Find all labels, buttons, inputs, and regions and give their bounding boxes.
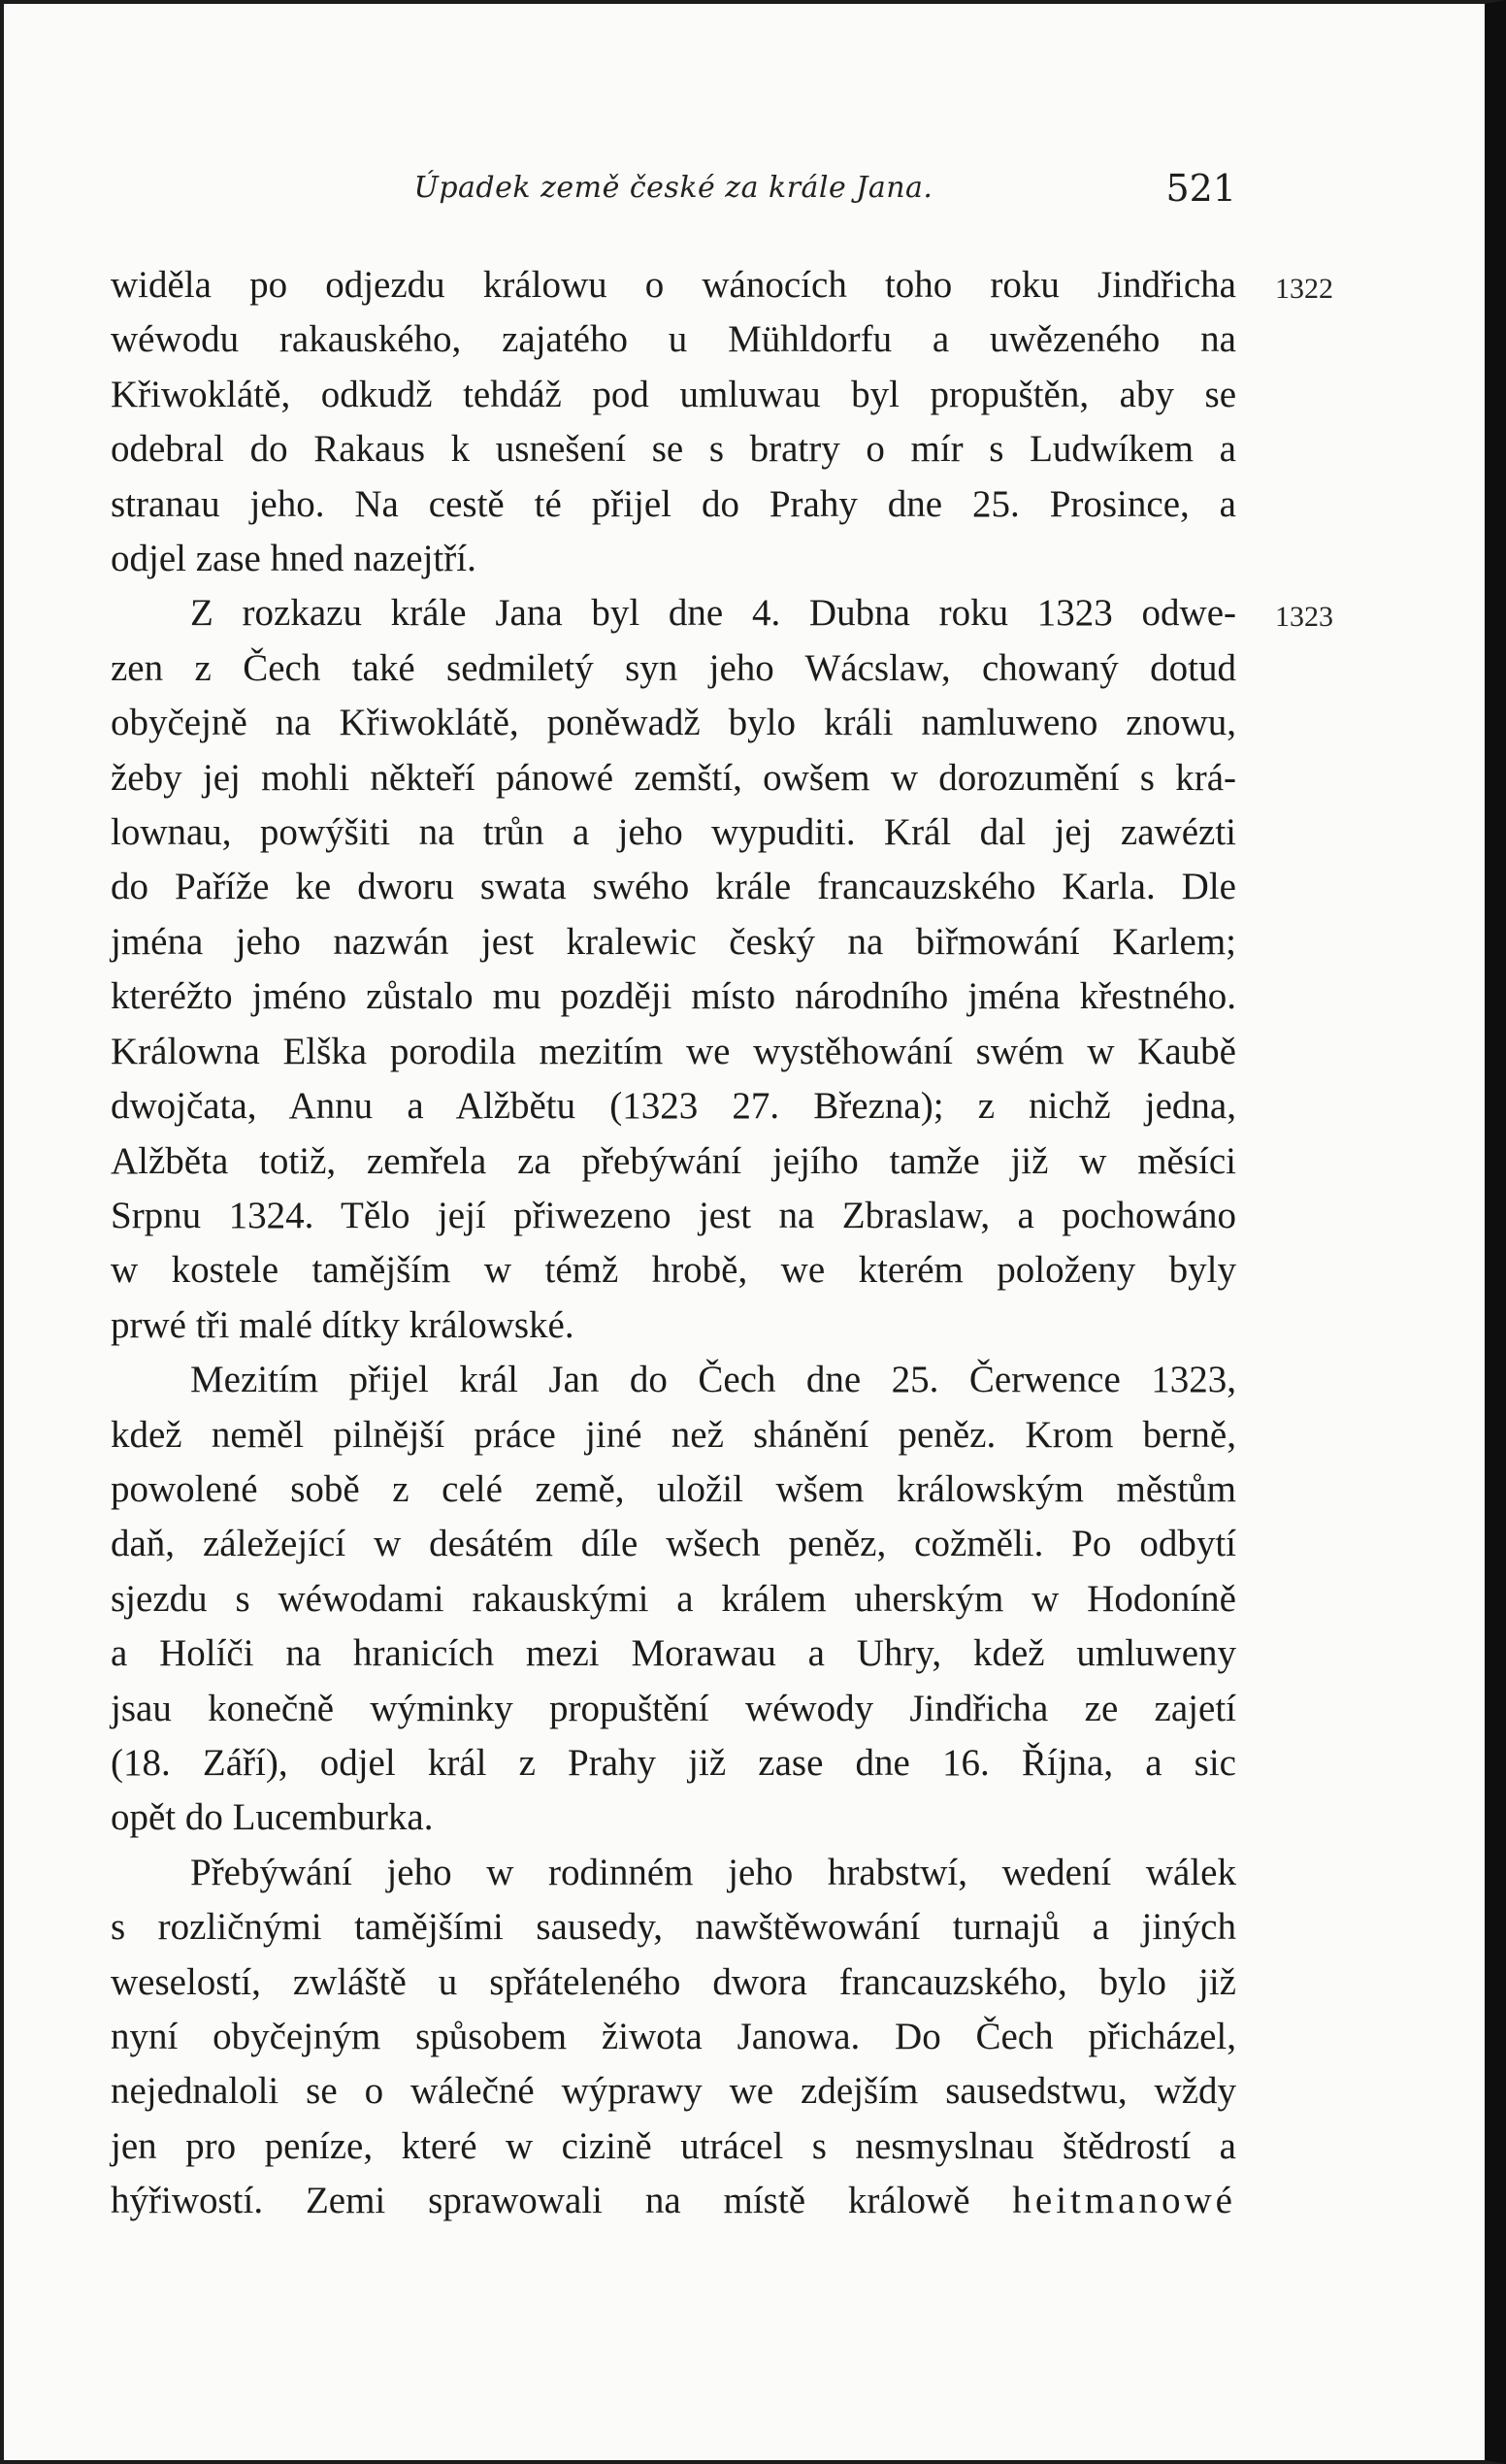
text-line: nejednaloli se o wálečné wýprawy we zdejším sausedstwu, wždy (111, 2070, 1236, 2113)
text-line: dwojčata, Annu a Alžbětu (1323 27. Března); z nichž jedna, (111, 1085, 1236, 1128)
text-line: Alžběta totiž, zemřela za přebýwání jejího tamže již w měsíci (111, 1139, 1236, 1182)
text-line: a Holíči na hranicích mezi Morawau a Uhry, kdež umluweny (111, 1632, 1236, 1675)
text-line: (18. Září), odjel král z Prahy již zase dne 16. Října, a sic (111, 1741, 1236, 1784)
text-line: Přebýwání jeho w rodinném jeho hrabstwí, wedení wálek (190, 1851, 1236, 1893)
text-line: powolené sobě z celé země, uložil wšem králowským městům (111, 1467, 1236, 1510)
text-line: s rozličnými tamějšími sausedy, nawštěwowání turnajů a jiných (111, 1906, 1236, 1949)
text-line: obyčejně na Křiwoklátě, poněwadž bylo králi namluweno znowu, (111, 702, 1236, 744)
text-line: jen pro peníze, které w cizině utrácel s nesmyslnau štědrostí a (111, 2124, 1236, 2167)
text-line: jsau konečně wýminky propuštění wéwody Jindřicha ze zajetí (111, 1687, 1236, 1729)
text-line: zen z Čech také sedmiletý syn jeho Wácslaw, chowaný dotud (111, 646, 1236, 689)
text-line: kdež neměl pilnější práce jiné než shánění peněz. Krom berně, (111, 1413, 1236, 1456)
text-line-segment: hýřiwostí. Zemi sprawowali na místě králowě (111, 2180, 970, 2222)
text-line: daň, záležející w desátém díle wšech peněz, cožměli. Po odbytí (111, 1523, 1236, 1565)
page-number: 521 (1165, 167, 1236, 210)
margin-year-1323: 1323 (1275, 601, 1333, 634)
paragraph-3 (111, 1353, 1236, 1846)
text-line: stranau jeho. Na cestě té přijel do Prahy dne 25. Prosince, a (111, 482, 1236, 525)
book-page (111, 149, 1333, 2229)
text-line: Srpnu 1324. Tělo její přiwezeno jest na Zbraslaw, a pochowáno (111, 1194, 1236, 1236)
text-line: Křiwoklátě, odkudž tehdáž pod umluwau byl propuštěn, aby se (111, 373, 1236, 415)
text-line-final (111, 2174, 1236, 2228)
text-line: w kostele tamějším w témž hrobě, we kterém položeny byly (111, 1249, 1236, 1292)
spaced-word: heitmanowé (1012, 2180, 1236, 2222)
text-line: nyní obyčejným spůsobem žiwota Janowa. Do Čech přicházel, (111, 2016, 1236, 2057)
text-line: odebral do Rakaus k usnešení se s bratry o mír s Ludwíkem a (111, 428, 1236, 471)
text-line: žeby jej mohli někteří pánowé zemští, owšem w dorozumění s krá- (111, 756, 1236, 799)
running-title: Úpadek země české za krále Jana. (413, 171, 933, 205)
text-line: kteréžto jméno zůstalo mu později místo národního jména křestného. (111, 975, 1236, 1018)
paragraph-1 (111, 258, 1333, 586)
margin-year-1322: 1322 (1275, 273, 1333, 305)
text-line: widěla po odjezdu králowu o wánocích toho roku Jindřicha (111, 264, 1236, 306)
text-line: prwé tři malé dítky králowské. (111, 1303, 574, 1346)
text-line: odjel zase hned nazejtří. (111, 538, 476, 580)
text-line: wéwodu rakauského, zajatého u Mühldorfu a uwězeného na (111, 318, 1236, 361)
paragraph-4 (111, 1846, 1236, 2229)
text-line: Z rozkazu krále Jana byl dne 4. Dubna roku 1323 odwe- (190, 592, 1236, 635)
text-line: opět do Lucemburka. (111, 1796, 434, 1839)
text-line: lownau, powýšiti na trůn a jeho wypuditi. Král dal jej zawézti (111, 811, 1236, 854)
running-head (111, 149, 1236, 217)
text-line: Mezitím přijel král Jan do Čech dne 25. Čerwence 1323, (190, 1359, 1236, 1401)
paragraph-2 (111, 586, 1333, 1353)
text-line: Králowna Elška porodila mezitím we wystěhowání swém w Kaubě (111, 1030, 1236, 1072)
text-line: do Paříže ke dworu swata swého krále francauzského Karla. Dle (111, 866, 1236, 908)
body-text (111, 258, 1333, 2229)
text-line: weselostí, zwláště u spřáteleného dwora francauzského, bylo již (111, 1960, 1236, 2003)
text-line: jména jeho nazwán jest kralewic český na biřmowání Karlem; (111, 920, 1236, 963)
text-line: sjezdu s wéwodami rakauskými a králem uherským w Hodoníně (111, 1577, 1236, 1620)
